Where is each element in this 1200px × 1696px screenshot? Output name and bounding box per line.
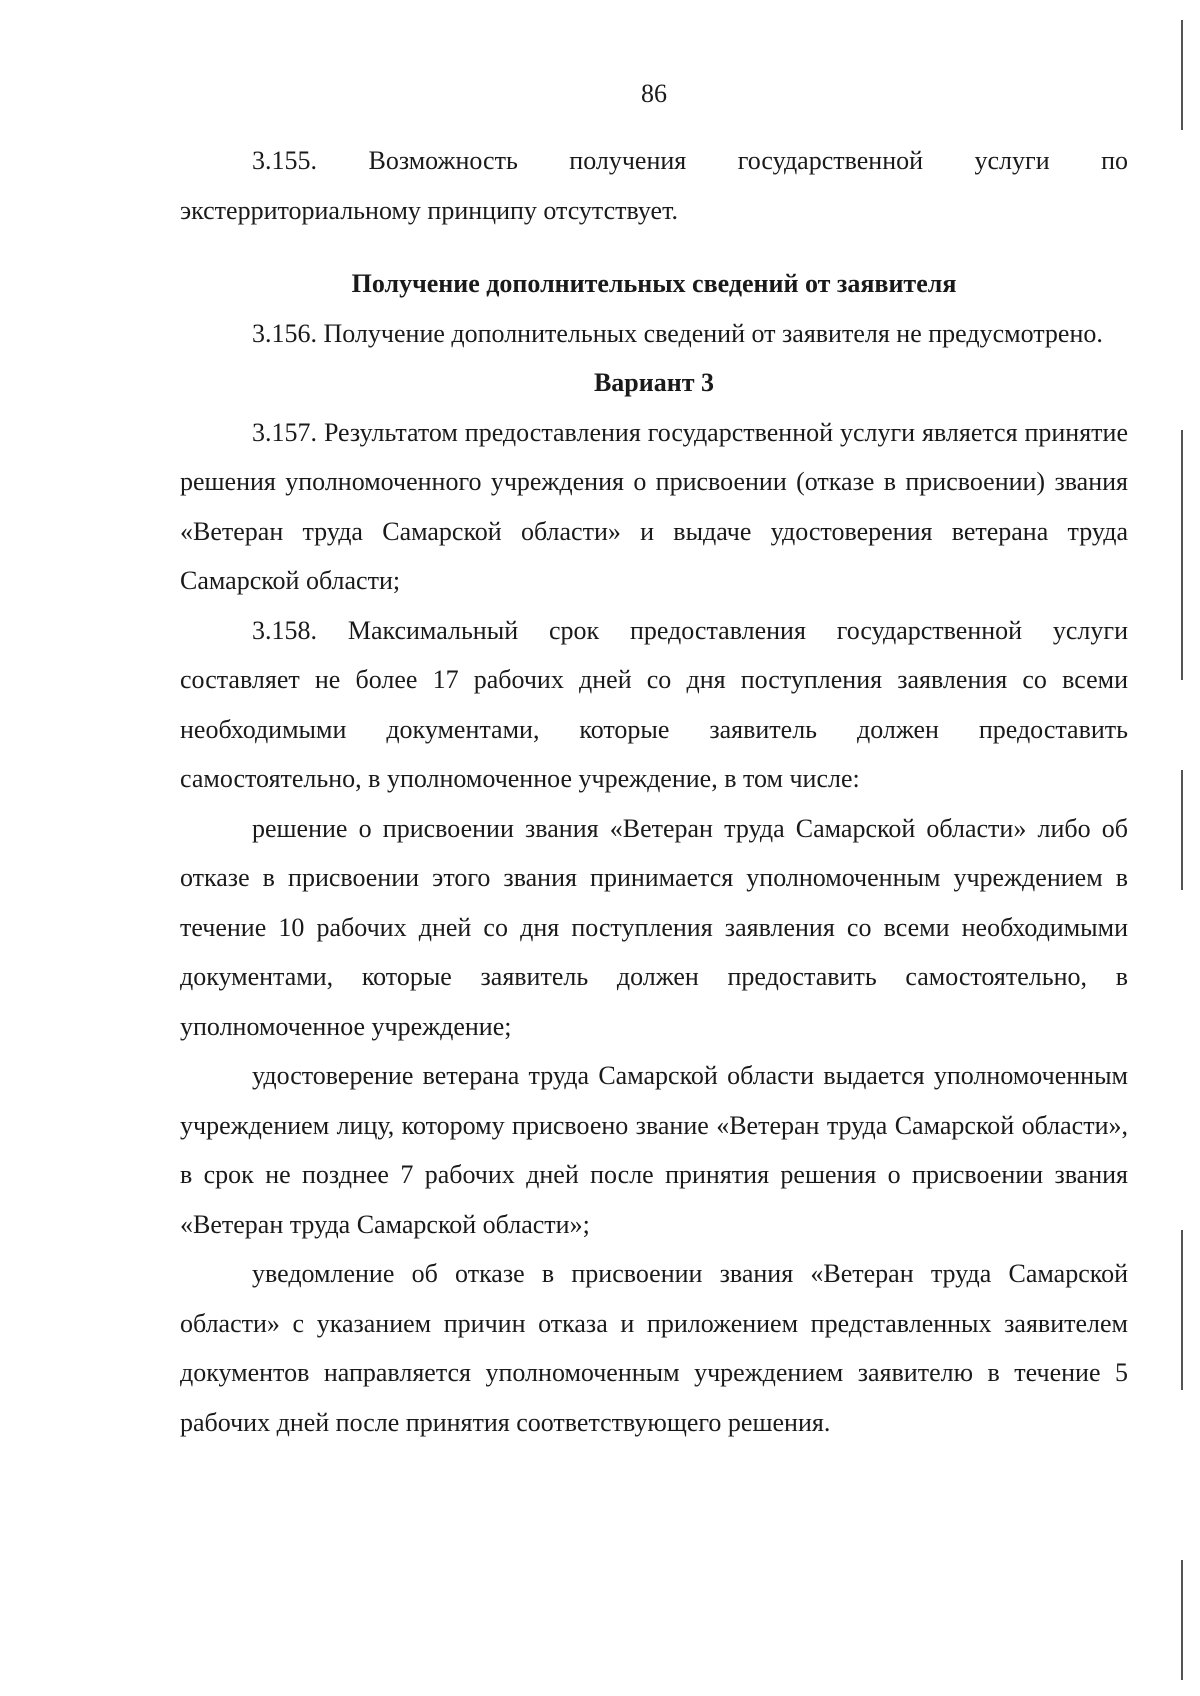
paragraph-refusal-notice: уведомление об отказе в присвоении звания «Ветеран труда Самарской области» с указанием причин отказа и приложением представленных заявителем документов направляется уполномоченным учреждением заявителю в течение 5 рабочих дней после принятия соответствующего решения. — [180, 1259, 1128, 1437]
document-body — [180, 136, 1128, 1447]
paragraph-certificate-term: удостоверение ветерана труда Самарской области выдается уполномоченным учреждением лицу, которому присвоено звание «Ветеран труда Самарской области», в срок не позднее 7 рабочих дней после принятия решения о присвоении звания «Ветеран труда Самарской области»; — [180, 1061, 1128, 1239]
paragraph-decision-term: решение о присвоении звания «Ветеран труда Самарской области» либо об отказе в присвоении этого звания принимается уполномоченным учреждением в течение 10 рабочих дней со дня поступления заявления со всеми необходимыми документами, которые заявитель должен предоставить самостоятельно, в уполномоченное учреждение; — [180, 813, 1128, 1041]
scan-edge-line — [1181, 1230, 1183, 1390]
scan-edge-line — [1181, 770, 1183, 890]
section-heading-additional-info: Получение дополнительных сведений от заявителя — [351, 269, 957, 298]
scan-edge-line — [1181, 1560, 1183, 1680]
paragraph-3-155: 3.155. Возможность получения государственной услуги по экстерриториальному принципу отсутствует. — [180, 146, 1128, 225]
spacer — [180, 235, 1128, 259]
section-heading-variant-3: Вариант 3 — [593, 368, 715, 397]
paragraph-3-156: 3.156. Получение дополнительных сведений от заявителя не предусмотрено. — [252, 318, 1103, 348]
paragraph-3-157: 3.157. Результатом предоставления государственной услуги является принятие решения уполномоченного учреждения о присвоении (отказе в присвоении) звания «Ветеран труда Самарской области» и выдаче удостоверения ветерана труда Самарской области; — [180, 417, 1128, 595]
scan-edge-line — [1181, 430, 1183, 680]
scan-edge-line — [1181, 20, 1183, 130]
page-number: 86 — [641, 79, 667, 108]
paragraph-3-158: 3.158. Максимальный срок предоставления государственной услуги составляет не более 17 рабочих дней со дня поступления заявления со всеми необходимыми документами, которые заявитель должен предоставить самостоятельно, в уполномоченное учреждение, в том числе: — [180, 615, 1128, 793]
